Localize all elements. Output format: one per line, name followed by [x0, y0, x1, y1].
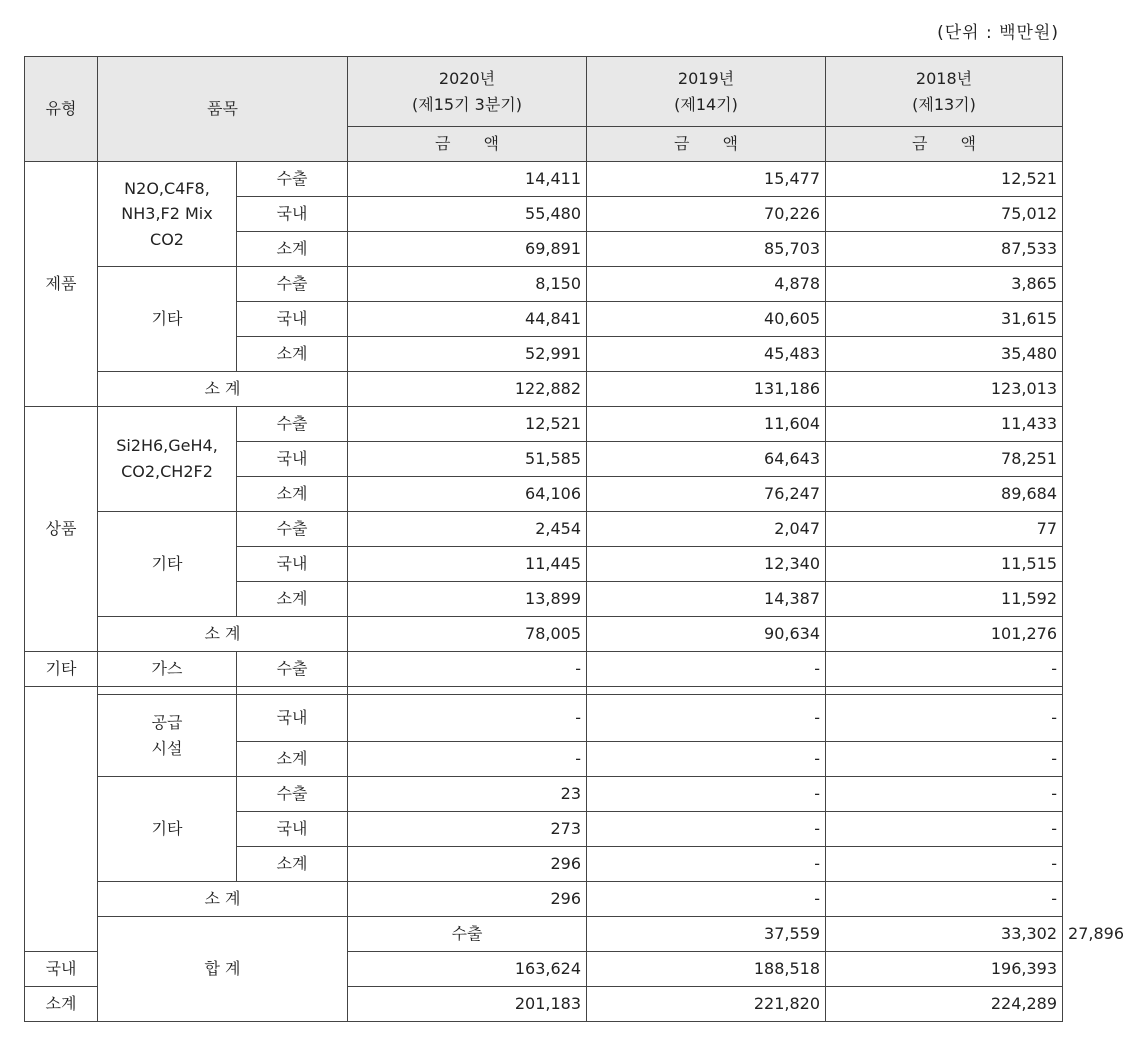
gap-cell: [826, 687, 1063, 695]
cell-value: 14,411: [348, 162, 587, 197]
row-label-domestic: 국내: [237, 547, 348, 582]
unit-label: (단위 : 백만원): [937, 23, 1059, 43]
cell-value: 44,841: [348, 302, 587, 337]
cell-value: 224,289: [826, 987, 1063, 1022]
cell-value: 11,604: [587, 407, 826, 442]
cell-value: -: [587, 777, 826, 812]
cell-value: 3,865: [826, 267, 1063, 302]
cell-value: 55,480: [348, 197, 587, 232]
revenue-table: [24, 56, 1124, 1022]
item-goods-gases: Si2H6,GeH4, CO2,CH2F2: [98, 407, 237, 512]
cell-value: -: [826, 742, 1063, 777]
cell-value: 163,624: [348, 952, 587, 987]
cell-value: 11,592: [826, 582, 1063, 617]
item-gas: 가스: [98, 652, 237, 687]
type-goods: 상품: [25, 407, 98, 652]
group-subtotal-label: 소 계: [98, 882, 348, 917]
row-label-domestic: 국내: [237, 302, 348, 337]
cell-value: 12,340: [587, 547, 826, 582]
header-item: 품목: [98, 57, 348, 162]
cell-value: 75,012: [826, 197, 1063, 232]
cell-value: 11,515: [826, 547, 1063, 582]
type-others-continued: [25, 687, 98, 952]
table-row: [25, 162, 1063, 197]
group-subtotal-label: 소 계: [98, 372, 348, 407]
header-row-period: [25, 57, 1063, 127]
cell-value: 89,684: [826, 477, 1063, 512]
cell-value: 78,251: [826, 442, 1063, 477]
cell-value: -: [587, 695, 826, 742]
row-label-export: 수출: [237, 512, 348, 547]
header-period-2020: 2020년 (제15기 3분기): [348, 57, 587, 127]
cell-value: 2,047: [587, 512, 826, 547]
item-products-gases: N2O,C4F8, NH3,F2 Mix CO2: [98, 162, 237, 267]
row-label-export: 수출: [237, 162, 348, 197]
cell-value: -: [348, 695, 587, 742]
cell-value: 4,878: [587, 267, 826, 302]
row-label-export: 수출: [237, 407, 348, 442]
cell-value: 70,226: [587, 197, 826, 232]
cell-value: 188,518: [587, 952, 826, 987]
table-row-subtotal: [25, 372, 1063, 407]
table-row: [25, 267, 1063, 302]
cell-value: -: [587, 652, 826, 687]
cell-value: 64,106: [348, 477, 587, 512]
cell-value: 52,991: [348, 337, 587, 372]
cell-value: 2,454: [348, 512, 587, 547]
cell-value: 273: [348, 812, 587, 847]
header-type: 유형: [25, 57, 98, 162]
gap-cell: [98, 687, 237, 695]
row-label-subtotal: 소계: [237, 232, 348, 267]
table-row: [25, 407, 1063, 442]
cell-value: 90,634: [587, 617, 826, 652]
table-row: [25, 777, 1063, 812]
cell-value: 12,521: [348, 407, 587, 442]
cell-value: 196,393: [826, 952, 1063, 987]
row-label-domestic: 국내: [237, 442, 348, 477]
cell-value: 64,643: [587, 442, 826, 477]
cell-value: 51,585: [348, 442, 587, 477]
cell-value: 15,477: [587, 162, 826, 197]
header-amount: 금 액: [348, 127, 587, 162]
row-label-subtotal: 소계: [237, 742, 348, 777]
cell-value: 45,483: [587, 337, 826, 372]
cell-value: 131,186: [587, 372, 826, 407]
table-row-subtotal: [25, 617, 1063, 652]
cell-value: -: [826, 882, 1063, 917]
cell-value: -: [826, 812, 1063, 847]
group-subtotal-label: 소 계: [98, 617, 348, 652]
gap-cell: [587, 687, 826, 695]
cell-value: -: [587, 742, 826, 777]
cell-value: 122,882: [348, 372, 587, 407]
cell-value: 11,433: [826, 407, 1063, 442]
header-period-2018: 2018년 (제13기): [826, 57, 1063, 127]
cell-value: 87,533: [826, 232, 1063, 267]
item-supply-facility: 공급 시설: [98, 695, 237, 777]
header-period-2019: 2019년 (제14기): [587, 57, 826, 127]
gap-cell: [348, 687, 587, 695]
row-label-domestic: 국내: [237, 197, 348, 232]
table-row: [25, 652, 1063, 687]
row-label-domestic: 국내: [237, 812, 348, 847]
cell-value: 77: [826, 512, 1063, 547]
cell-value: -: [826, 652, 1063, 687]
row-label-export: 수출: [237, 652, 348, 687]
cell-value: 37,559: [587, 917, 826, 952]
cell-value: -: [826, 695, 1063, 742]
row-label-subtotal: 소계: [237, 847, 348, 882]
type-products: 제품: [25, 162, 98, 407]
cell-value: 23: [348, 777, 587, 812]
gap-cell: [237, 687, 348, 695]
cell-value: 201,183: [348, 987, 587, 1022]
cell-value: 69,891: [348, 232, 587, 267]
cell-value: 14,387: [587, 582, 826, 617]
table-row: [25, 512, 1063, 547]
row-label-domestic: 국내: [237, 695, 348, 742]
cell-value: 296: [348, 847, 587, 882]
cell-value: 76,247: [587, 477, 826, 512]
cell-value: 12,521: [826, 162, 1063, 197]
row-label-subtotal: 소계: [25, 987, 98, 1022]
cell-value: 101,276: [826, 617, 1063, 652]
header-amount: 금 액: [587, 127, 826, 162]
table-row: [25, 695, 1063, 742]
cell-value: -: [826, 777, 1063, 812]
table-row-subtotal: [25, 882, 1063, 917]
cell-value: -: [587, 882, 826, 917]
grand-total-label: 합 계: [98, 917, 348, 1022]
cell-value: -: [587, 812, 826, 847]
row-label-export: 수출: [237, 777, 348, 812]
item-goods-etc: 기타: [98, 512, 237, 617]
cell-value: 221,820: [587, 987, 826, 1022]
cell-value: 78,005: [348, 617, 587, 652]
cell-value: -: [348, 742, 587, 777]
cell-value: 35,480: [826, 337, 1063, 372]
cell-value: 13,899: [348, 582, 587, 617]
row-label-subtotal: 소계: [237, 477, 348, 512]
cell-value: 11,445: [348, 547, 587, 582]
row-label-export: 수출: [237, 267, 348, 302]
cell-value: 296: [348, 882, 587, 917]
table-row: 합 계 수출 37,559 33,302 27,896: [25, 917, 1063, 952]
cell-value: 85,703: [587, 232, 826, 267]
cell-value: -: [587, 847, 826, 882]
row-label-export: 수출: [348, 917, 587, 952]
type-others: 기타: [25, 652, 98, 687]
cell-value: -: [348, 652, 587, 687]
cell-value: 8,150: [348, 267, 587, 302]
row-label-domestic: 국내: [25, 952, 98, 987]
row-label-subtotal: 소계: [237, 582, 348, 617]
cell-value: 123,013: [826, 372, 1063, 407]
item-others-etc: 기타: [98, 777, 237, 882]
header-amount: 금 액: [826, 127, 1063, 162]
cell-value: -: [826, 847, 1063, 882]
item-products-etc: 기타: [98, 267, 237, 372]
table-row-gap: [25, 687, 1063, 695]
cell-value: 31,615: [826, 302, 1063, 337]
cell-value: 33,302: [826, 917, 1063, 952]
row-label-subtotal: 소계: [237, 337, 348, 372]
cell-value: 40,605: [587, 302, 826, 337]
